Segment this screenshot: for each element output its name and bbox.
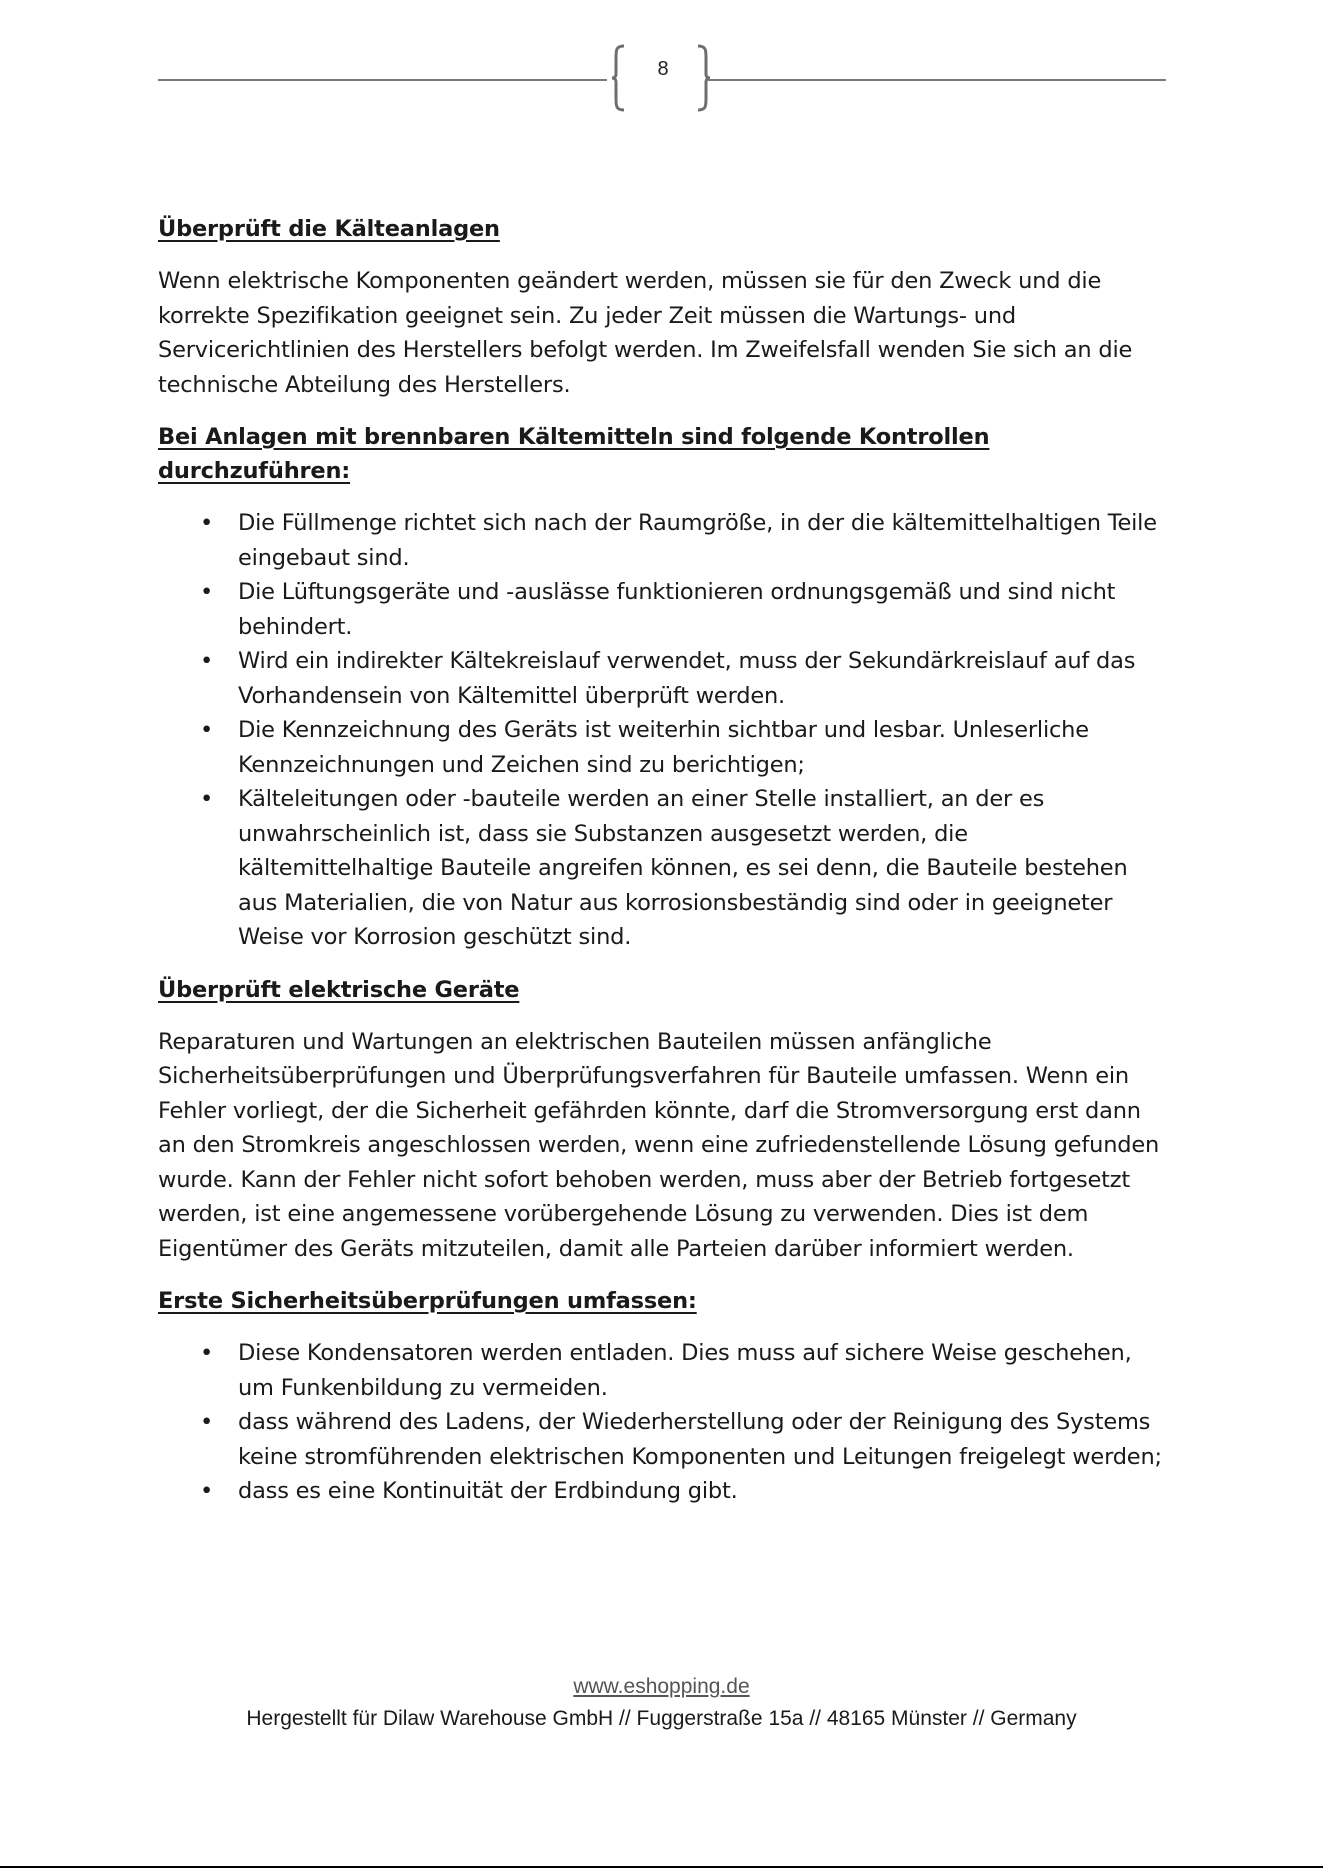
header-rule-left — [158, 79, 607, 81]
section-heading-refrigeration-check: Überprüft die Kälteanlagen — [158, 216, 500, 242]
checks-list-flammable-refrigerants — [158, 506, 1168, 955]
list-item: • Kälteleitungen oder -bauteile werden an einer Stelle installiert, an der es unwahrscheinlich ist, dass sie Substanzen ausgesetzt werden, die kältemittelhaltige Bauteile angreifen können, es sei denn, die Bauteile bestehen aus Materialien, die von Natur aus korrosionsbeständig sind oder in geeigneter Weise vor Korrosion geschützt sind. — [158, 782, 1168, 955]
company-address: Hergestellt für Dilaw Warehouse GmbH // Fuggerstraße 15a // 48165 Münster // Germany — [246, 1707, 1077, 1730]
list-item: • dass es eine Kontinuität der Erdbindung gibt. — [158, 1474, 1168, 1509]
section-heading-electrical-devices: Überprüft elektrische Geräte — [158, 976, 520, 1003]
bullet-icon: • — [200, 579, 214, 605]
page-number: 8 — [657, 58, 669, 80]
right-bracket-icon — [696, 44, 712, 112]
section-heading-initial-safety-checks: Erste Sicherheitsüberprüfungen umfassen: — [158, 1288, 697, 1314]
header-rule-right — [708, 79, 1166, 81]
list-item: • Die Füllmenge richtet sich nach der Raumgröße, in der die kältemittelhaltigen Teile eingebaut sind. — [158, 506, 1168, 575]
bullet-icon: • — [200, 1478, 214, 1504]
document-body — [158, 212, 1168, 1527]
left-bracket-icon — [610, 44, 626, 112]
bullet-icon: • — [200, 1340, 214, 1366]
bottom-edge-rule — [0, 1866, 1323, 1868]
page-footer — [0, 1672, 1323, 1736]
list-item: • dass während des Ladens, der Wiederherstellung oder der Reinigung des Systems keine stromführenden elektrischen Komponenten und Leitungen freigelegt werden; — [158, 1405, 1168, 1474]
bullet-icon: • — [200, 510, 214, 536]
list-item: • Die Lüftungsgeräte und -auslässe funktionieren ordnungsgemäß und sind nicht behindert. — [158, 575, 1168, 644]
checks-list-initial-safety — [158, 1336, 1168, 1509]
page-header — [158, 40, 1166, 120]
list-item: • Diese Kondensatoren werden entladen. Dies muss auf sichere Weise geschehen, um Funkenbildung zu vermeiden. — [158, 1336, 1168, 1405]
list-item: • Die Kennzeichnung des Geräts ist weiterhin sichtbar und lesbar. Unleserliche Kennzeichnungen und Zeichen sind zu berichtigen; — [158, 713, 1168, 782]
bullet-icon: • — [200, 786, 214, 812]
bullet-icon: • — [200, 1409, 214, 1435]
section-paragraph-electrical-devices: Reparaturen und Wartungen an elektrischen Bauteilen müssen anfängliche Sicherheitsüberprüfungen und Überprüfungsverfahren für Bauteile umfassen. Wenn ein Fehler vorliegt, der die Sicherheit gefährden könnte, darf die Stromversorgung erst dann an den Stromkreis angeschlossen werden, wenn eine zufriedenstellende Lösung gefunden wurde. Kann der Fehler nicht sofort behoben werden, muss aber der Betrieb fortgesetzt werden, ist eine angemessene vorübergehende Lösung zu verwenden. Dies ist dem Eigentümer des Geräts mitzuteilen, damit alle Parteien darüber informiert werden. — [158, 1028, 1160, 1262]
website-link[interactable]: www.eshopping.de — [573, 1675, 750, 1698]
section-paragraph-refrigeration-check: Wenn elektrische Komponenten geändert werden, müssen sie für den Zweck und die korrekte Spezifikation geeignet sein. Zu jeder Zeit müssen die Wartungs- und Servicerichtlinien des Herstellers befolgt werden. Im Zweifelsfall wenden Sie sich an die technische Abteilung des Herstellers. — [158, 268, 1133, 398]
bullet-icon: • — [200, 648, 214, 674]
bullet-icon: • — [200, 717, 214, 743]
list-item: • Wird ein indirekter Kältekreislauf verwendet, muss der Sekundärkreislauf auf das Vorhandensein von Kältemittel überprüft werden. — [158, 644, 1168, 713]
section-heading-flammable-refrigerants: Bei Anlagen mit brennbaren Kältemitteln sind folgende Kontrollen durchzuführen: — [158, 424, 990, 484]
